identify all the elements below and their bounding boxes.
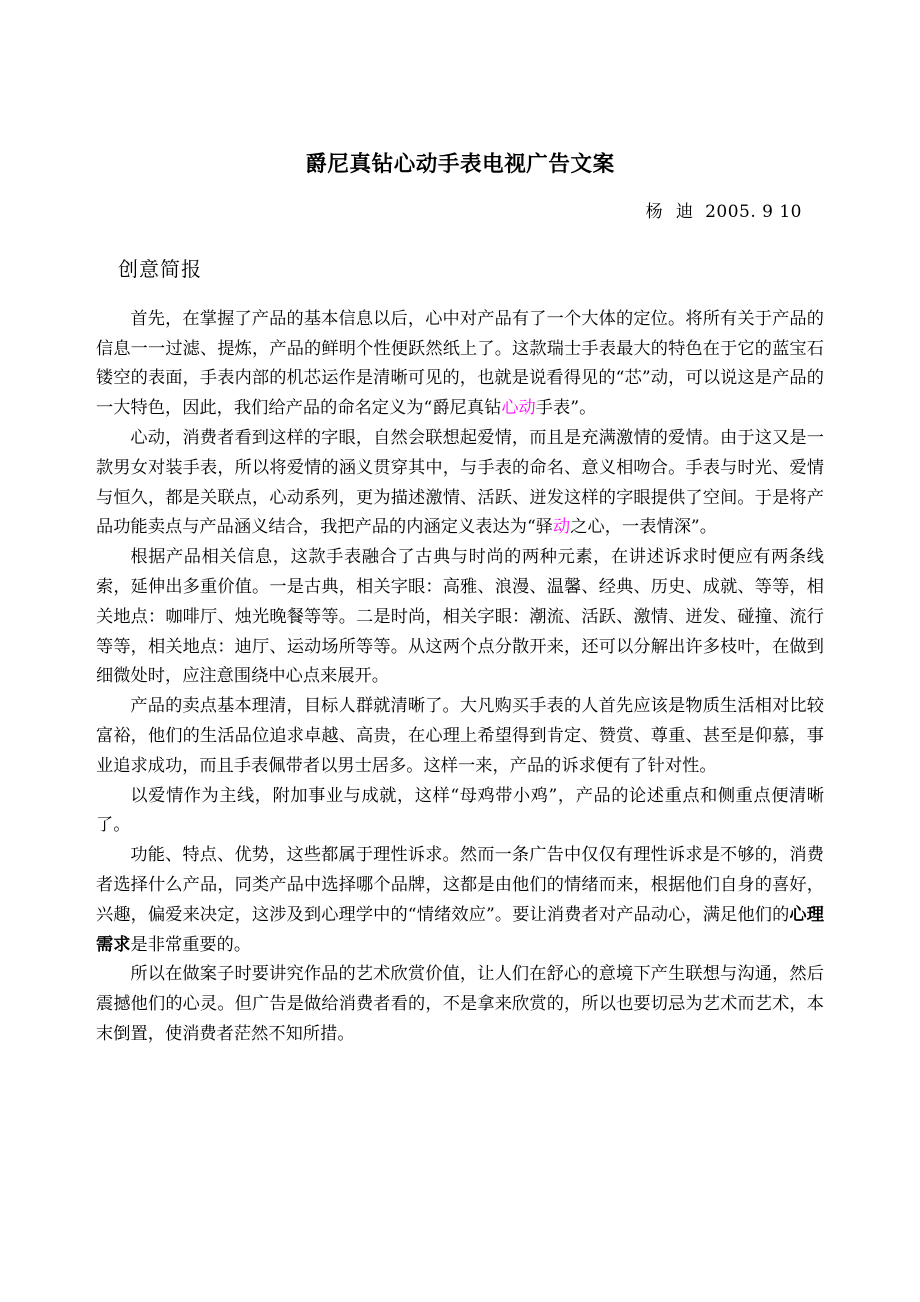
paragraph <box>96 841 824 960</box>
paragraph-text: 之心，一表情深”。 <box>570 517 718 538</box>
byline <box>96 179 824 225</box>
paragraph-text: 产品的卖点基本理清，目标人群就清晰了。大凡购买手表的人首先应该是物质生活相对比较富裕，他们的生活品位追求卓越、高贵，在心理上希望得到肯定、赞赏、尊重、甚至是仰慕，事业追求成功，而且手表佩带者以男士居多。这样一来，产品的诉求便有了针对性。 <box>96 696 824 776</box>
paragraph <box>96 424 824 543</box>
paragraph <box>96 692 824 781</box>
paragraph-text: 心动，消费者看到这样的字眼，自然会联想起爱情，而且是充满激情的爱情。由于这又是一款男女对装手表，所以将爱情的涵义贯穿其中，与手表的命名、意义相吻合。手表与时光、爱情与恒久，都是关联点，心动系列，更为描述激情、活跃、迸发这样的字眼提供了空间。于是将产品功能卖点与产品涵义结合，我把产品的内涵定义表达为“驿 <box>96 428 824 538</box>
document-content <box>96 0 824 1050</box>
paragraph-text: 所以在做案子时要讲究作品的艺术欣赏价值，让人们在舒心的意境下产生联想与沟通，然后震撼他们的心灵。但广告是做给消费者看的，不是拿来欣赏的，所以也要切忌为艺术而艺术，本末倒置，使消费者茫然不知所措。 <box>96 964 824 1044</box>
paragraph-text: 以爱情作为主线，附加事业与成就，这样“母鸡带小鸡”，产品的论述重点和侧重点便清晰了。 <box>96 785 824 836</box>
emphasis-text: 心理需求 <box>96 904 824 955</box>
paragraph <box>96 543 824 692</box>
paragraph-text: 是非常重要的。 <box>130 934 252 955</box>
paragraph <box>96 782 824 842</box>
body-text <box>96 283 824 1050</box>
accent-text: 动 <box>553 517 571 538</box>
paragraph-text: 功能、特点、优势，这些都属于理性诉求。然而一条广告中仅仅有理性诉求是不够的，消费者选择什么产品，同类产品中选择哪个品牌，这都是由他们的情绪而来，根据他们自身的喜好，兴趣，偏爱来决定，这涉及到心理学中的“情绪效应”。要让消费者对产品动心，满足他们的 <box>96 845 824 925</box>
byline-author: 杨 迪 <box>645 202 698 223</box>
paragraph-text: 手表”。 <box>535 398 597 419</box>
section-heading: 创意简报 <box>118 256 202 281</box>
page-title: 爵尼真钻心动手表电视广告文案 <box>305 152 615 177</box>
paragraph-text: 首先，在掌握了产品的基本信息以后，心中对产品有了一个大体的定位。将所有关于产品的信息一一过滤、提炼，产品的鲜明个性便跃然纸上了。这款瑞士手表最大的特色在于它的蓝宝石镂空的表面，手表内部的机芯运作是清晰可见的，也就是说看得见的“芯”动，可以说这是产品的一大特色，因此，我们给产品的命名定义为“爵尼真钻 <box>96 308 824 419</box>
paragraph-text: 根据产品相关信息，这款手表融合了古典与时尚的两种元素，在讲述诉求时便应有两条线索，延伸出多重价值。一是古典，相关字眼：高雅、浪漫、温馨、经典、历史、成就、等等，相关地点：咖啡厅、烛光晚餐等等。二是时尚，相关字眼：潮流、活跃、激情、迸发、碰撞、流行等等，相关地点：迪厅、运动场所等等。从这两个点分散开来，还可以分解出许多枝叶，在做到细微处时，应注意围绕中心点来展开。 <box>96 547 824 687</box>
paragraph <box>96 305 824 424</box>
accent-text: 心动 <box>501 398 536 419</box>
byline-date: 2005. 9 10 <box>705 202 802 223</box>
paragraph <box>96 960 824 1049</box>
